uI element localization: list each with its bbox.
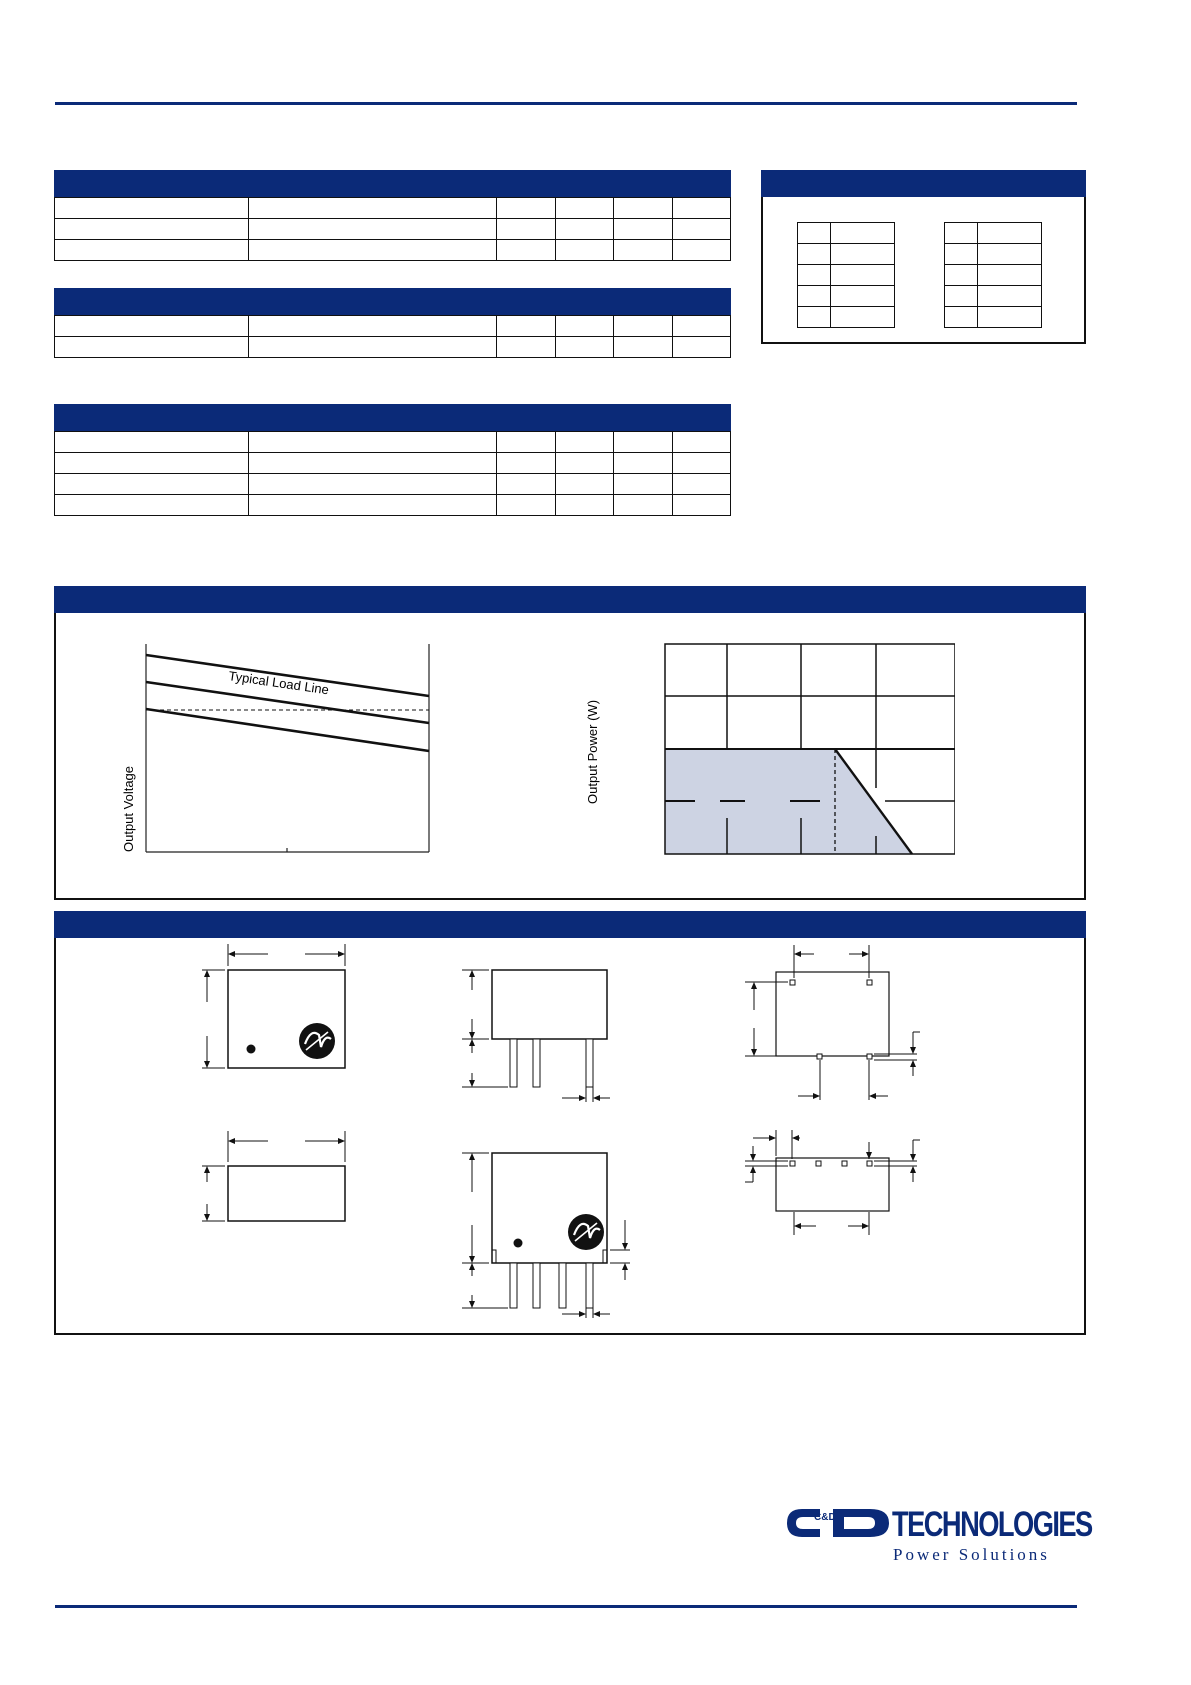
lower-limit-line (146, 709, 429, 751)
sip-pin (533, 1039, 540, 1087)
table-row (945, 265, 1042, 286)
sip-body (492, 970, 607, 1039)
sip-front-view-4pin (450, 1140, 640, 1320)
table-row (55, 219, 731, 240)
spec-table-1-header (54, 170, 731, 197)
pad (816, 1161, 821, 1166)
sip-pin (586, 1263, 593, 1308)
table-row (55, 198, 731, 219)
table-row (945, 244, 1042, 265)
pin-connection-header (761, 170, 1086, 197)
package-top-view (185, 940, 360, 1075)
pin1-dot-icon (514, 1239, 523, 1248)
pad (867, 980, 872, 985)
spec-table-2-header (54, 288, 731, 315)
table-row (798, 265, 895, 286)
pin-table-right (944, 222, 1042, 328)
table-row (798, 244, 895, 265)
graphs-header (54, 586, 1086, 613)
top-rule (55, 102, 1077, 105)
spec-table-2 (54, 315, 731, 358)
table-row (945, 307, 1042, 328)
load-line-graph (110, 630, 440, 860)
pad (867, 1054, 872, 1059)
bottom-rule (55, 1605, 1077, 1608)
package-side-view (185, 1125, 360, 1230)
company-logo (786, 1505, 1092, 1565)
sip-pin (510, 1039, 517, 1087)
table-row (798, 223, 895, 244)
logo-brand-mark: C&D (814, 1512, 836, 1523)
pin1-dot-icon (247, 1045, 256, 1054)
table-row (945, 286, 1042, 307)
table-row (798, 307, 895, 328)
pad (817, 1054, 822, 1059)
footprint-view-dip (740, 940, 930, 1110)
pad (867, 1161, 872, 1166)
derating-graph (575, 630, 955, 860)
sip-pin (533, 1263, 540, 1308)
sip-pin (510, 1263, 517, 1308)
logo-tagline: Power Solutions (893, 1545, 1050, 1564)
brand-mark-icon (299, 1023, 335, 1059)
table-row (55, 495, 731, 516)
package-body-side (228, 1166, 345, 1221)
spec-table-3-header (54, 404, 731, 431)
pad (842, 1161, 847, 1166)
spec-table-1 (54, 197, 731, 261)
table-row (55, 316, 731, 337)
table-row (55, 432, 731, 453)
load-line-ylabel: Output Voltage (121, 765, 136, 852)
sip-front-view-3pin (450, 955, 625, 1105)
table-row (945, 223, 1042, 244)
table-row (55, 453, 731, 474)
derating-ylabel: Output Power (W) (585, 699, 600, 804)
pad (790, 1161, 795, 1166)
cd-brand-mark-icon (786, 1507, 890, 1539)
sip-pin (586, 1039, 593, 1087)
load-line-annotation: Typical Load Line (227, 668, 330, 698)
logo-name: TECHNOLOGIES (892, 1505, 1092, 1544)
spec-table-3 (54, 431, 731, 516)
pin-table-left (797, 222, 895, 328)
sip-pin (559, 1263, 566, 1308)
pad (790, 980, 795, 985)
table-row (55, 337, 731, 358)
table-row (55, 474, 731, 495)
brand-mark-icon (568, 1214, 604, 1250)
table-row (798, 286, 895, 307)
mechanical-header (54, 911, 1086, 938)
footprint-view-sip (740, 1120, 930, 1240)
table-row (55, 240, 731, 261)
